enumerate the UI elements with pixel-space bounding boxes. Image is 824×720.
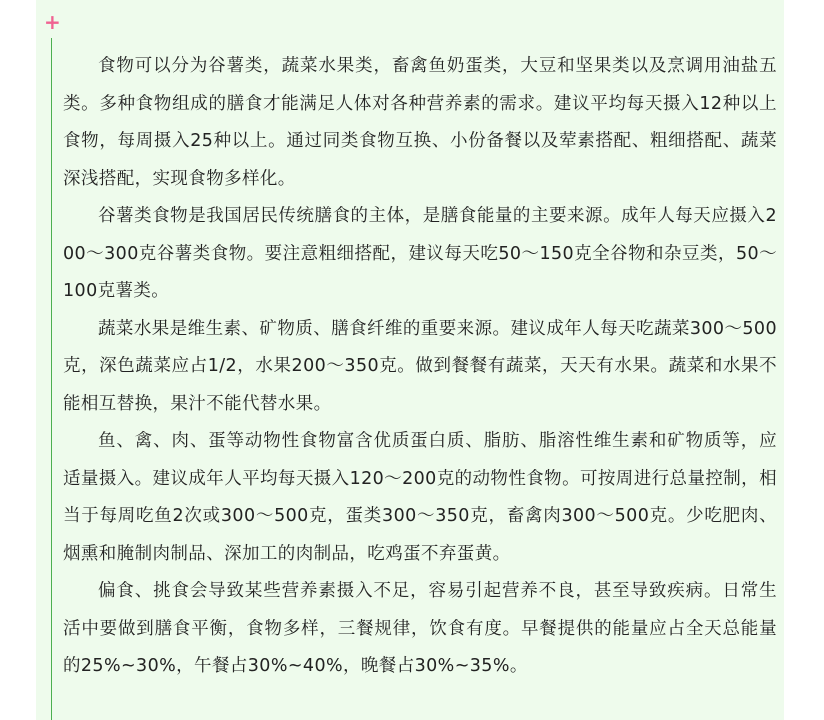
paragraph-food-groups: 食物可以分为谷薯类，蔬菜水果类，畜禽鱼奶蛋类，大豆和坚果类以及烹调用油盐五类。多种食物组成的膳食才能满足人体对各种营养素的需求。建议平均每天摄入12种以上食物，每周摄入25种以上。通过同类食物互换、小份备餐以及荤素搭配、粗细搭配、蔬菜深浅搭配，实现食物多样化。 xyxy=(63,56,777,189)
article-body xyxy=(63,48,777,686)
plus-icon: + xyxy=(44,10,61,34)
paragraph-balanced-diet: 偏食、挑食会导致某些营养素摄入不足，容易引起营养不良，甚至导致疾病。日常生活中要做到膳食平衡，食物多样，三餐规律，饮食有度。早餐提供的能量应占全天总能量的25%~30%，午餐占30%~40%，晚餐占30%~35%。 xyxy=(63,581,777,676)
paragraph-animal-foods: 鱼、禽、肉、蛋等动物性食物富含优质蛋白质、脂肪、脂溶性维生素和矿物质等，应适量摄入。建议成年人平均每天摄入120～200克的动物性食物。可按周进行总量控制，相当于每周吃鱼2次或300～500克，蛋类300～350克，畜禽肉300～500克。少吃肥肉、烟熏和腌制肉制品、深加工的肉制品，吃鸡蛋不弃蛋黄。 xyxy=(63,431,777,564)
paragraph-grains: 谷薯类食物是我国居民传统膳食的主体，是膳食能量的主要来源。成年人每天应摄入200～300克谷薯类食物。要注意粗细搭配，建议每天吃50～150克全谷物和杂豆类，50～100克薯类。 xyxy=(63,206,777,301)
paragraph-vegetables-fruits: 蔬菜水果是维生素、矿物质、膳食纤维的重要来源。建议成年人每天吃蔬菜300～500克，深色蔬菜应占1/2，水果200～350克。做到餐餐有蔬菜，天天有水果。蔬菜和水果不能相互替换，果汁不能代替水果。 xyxy=(63,318,777,414)
accent-divider-line xyxy=(51,38,52,720)
